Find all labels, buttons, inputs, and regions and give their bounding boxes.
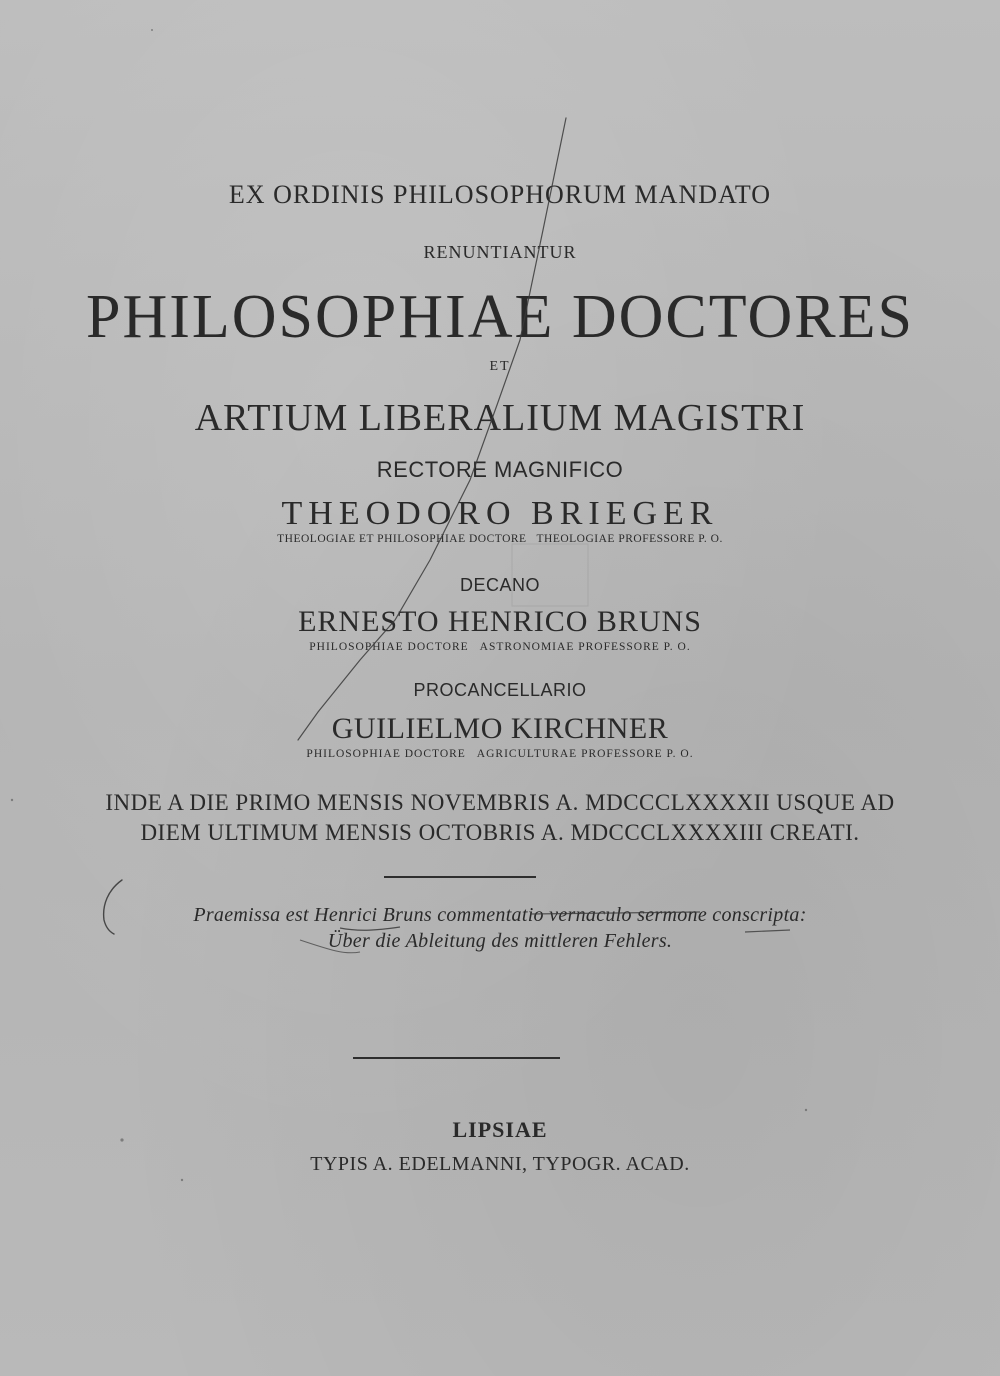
rector-titles: THEOLOGIAE ET PHILOSOPHIAE DOCTORE THEOLOGIAE PROFESSORE P. O. [277, 533, 723, 545]
heading-ex-ordinis: EX ORDINIS PHILOSOPHORUM MANDATO [228, 180, 772, 209]
conjunction-et: ET [489, 359, 511, 374]
divider-rule [384, 876, 536, 878]
main-title: PHILOSOPHIAE DOCTORES [86, 283, 914, 351]
label-rectore: RECTORE MAGNIFICO [376, 457, 624, 482]
imprint-printer: TYPIS A. EDELMANNI, TYPOGR. ACAD. [310, 1153, 690, 1175]
rector-name: THEODORO BRIEGER [281, 495, 719, 532]
paper-speck [181, 1179, 183, 1181]
period-line-2: DIEM ULTIMUM MENSIS OCTOBRIS A. MDCCCLXXXXIII CREATI. [140, 820, 860, 845]
procancellor-name: GUILIELMO KIRCHNER [331, 712, 669, 745]
period-line-1: INDE A DIE PRIMO MENSIS NOVEMBRIS A. MDCCCLXXXXII USQUE AD [105, 790, 895, 815]
divider-rule-lower [353, 1057, 560, 1059]
label-procancellario: PROCANCELLARIO [413, 680, 587, 700]
commentary-line-1: Praemissa est Henrici Bruns commentatio vernaculo sermone conscripta: [193, 904, 807, 926]
commentary-line-2: Über die Ableitung des mittleren Fehlers. [327, 930, 673, 952]
heading-renuntiantur: RENUNTIANTUR [423, 242, 577, 262]
paper-speck [151, 29, 153, 31]
dean-name: ERNESTO HENRICO BRUNS [298, 605, 702, 638]
label-decano: DECANO [459, 575, 540, 595]
procancellor-titles: PHILOSOPHIAE DOCTORE AGRICULTURAE PROFESSORE P. O. [306, 748, 694, 760]
imprint-city: LIPSIAE [452, 1117, 548, 1142]
dean-titles: PHILOSOPHIAE DOCTORE ASTRONOMIAE PROFESSORE P. O. [309, 641, 691, 653]
paper-speck [805, 1109, 807, 1111]
subtitle-artium: ARTIUM LIBERALIUM MAGISTRI [194, 397, 806, 439]
